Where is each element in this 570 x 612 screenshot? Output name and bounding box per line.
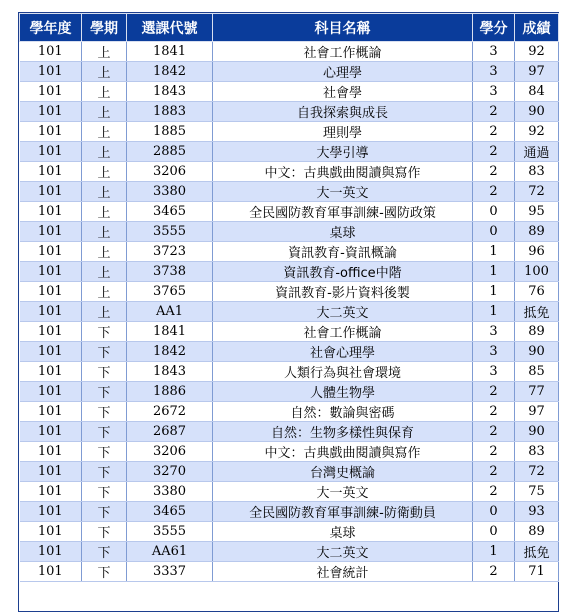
cell-course-name: 全民國防教育軍事訓練-國防政策 bbox=[213, 202, 473, 222]
cell-grade: 89 bbox=[515, 322, 559, 342]
cell-term: 上 bbox=[82, 102, 127, 122]
cell-credit: 2 bbox=[473, 382, 515, 402]
cell-year: 101 bbox=[20, 562, 82, 582]
cell-year: 101 bbox=[20, 442, 82, 462]
cell-course-name: 全民國防教育軍事訓練-防衛動員 bbox=[213, 502, 473, 522]
cell-year: 101 bbox=[20, 402, 82, 422]
cell-term: 上 bbox=[82, 82, 127, 102]
cell-year: 101 bbox=[20, 522, 82, 542]
cell-course-code: 3206 bbox=[127, 442, 213, 462]
cell-term: 下 bbox=[82, 502, 127, 522]
cell-term: 下 bbox=[82, 402, 127, 422]
cell-year: 101 bbox=[20, 62, 82, 82]
table-row bbox=[20, 462, 559, 482]
cell-grade: 83 bbox=[515, 162, 559, 182]
table-header-row bbox=[20, 14, 559, 42]
cell-credit: 2 bbox=[473, 442, 515, 462]
cell-term: 下 bbox=[82, 362, 127, 382]
cell-credit: 1 bbox=[473, 282, 515, 302]
header-term: 學期 bbox=[82, 14, 127, 42]
table-row bbox=[20, 222, 559, 242]
cell-course-name: 大二英文 bbox=[213, 542, 473, 562]
cell-term: 下 bbox=[82, 322, 127, 342]
cell-course-name: 中文：古典戲曲閱讀與寫作 bbox=[213, 162, 473, 182]
header-course-name: 科目名稱 bbox=[213, 14, 473, 42]
cell-grade: 97 bbox=[515, 402, 559, 422]
cell-grade: 抵免 bbox=[515, 302, 559, 322]
cell-year: 101 bbox=[20, 342, 82, 362]
table-row bbox=[20, 242, 559, 262]
cell-grade: 77 bbox=[515, 382, 559, 402]
cell-credit: 1 bbox=[473, 302, 515, 322]
header-year: 學年度 bbox=[20, 14, 82, 42]
cell-year: 101 bbox=[20, 362, 82, 382]
cell-credit: 3 bbox=[473, 342, 515, 362]
cell-term: 上 bbox=[82, 222, 127, 242]
cell-course-code: 3380 bbox=[127, 482, 213, 502]
cell-grade: 92 bbox=[515, 42, 559, 62]
cell-credit: 2 bbox=[473, 402, 515, 422]
cell-term: 上 bbox=[82, 282, 127, 302]
cell-course-code: 1841 bbox=[127, 322, 213, 342]
cell-course-code: 1886 bbox=[127, 382, 213, 402]
cell-term: 上 bbox=[82, 42, 127, 62]
cell-term: 上 bbox=[82, 182, 127, 202]
cell-course-code: 1843 bbox=[127, 362, 213, 382]
cell-credit: 1 bbox=[473, 262, 515, 282]
cell-credit: 1 bbox=[473, 542, 515, 562]
cell-course-code: 3555 bbox=[127, 222, 213, 242]
cell-year: 101 bbox=[20, 42, 82, 62]
cell-grade: 97 bbox=[515, 62, 559, 82]
cell-course-name: 社會工作概論 bbox=[213, 322, 473, 342]
cell-credit: 2 bbox=[473, 462, 515, 482]
table-row bbox=[20, 442, 559, 462]
cell-course-name: 人類行為與社會環境 bbox=[213, 362, 473, 382]
header-course-code: 選課代號 bbox=[127, 14, 213, 42]
cell-course-name: 資訊教育-影片資料後製 bbox=[213, 282, 473, 302]
cell-term: 上 bbox=[82, 162, 127, 182]
table-row bbox=[20, 82, 559, 102]
table-row bbox=[20, 182, 559, 202]
cell-course-name: 資訊教育-資訊概論 bbox=[213, 242, 473, 262]
cell-credit: 3 bbox=[473, 42, 515, 62]
cell-course-code: 3270 bbox=[127, 462, 213, 482]
cell-course-name: 大二英文 bbox=[213, 302, 473, 322]
cell-course-code: 1885 bbox=[127, 122, 213, 142]
grades-panel bbox=[18, 12, 559, 612]
cell-course-name: 桌球 bbox=[213, 222, 473, 242]
cell-credit: 0 bbox=[473, 502, 515, 522]
table-row bbox=[20, 522, 559, 542]
cell-course-name: 社會統計 bbox=[213, 562, 473, 582]
cell-credit: 3 bbox=[473, 82, 515, 102]
cell-term: 下 bbox=[82, 542, 127, 562]
cell-course-name: 大學引導 bbox=[213, 142, 473, 162]
cell-credit: 2 bbox=[473, 182, 515, 202]
cell-course-code: 3337 bbox=[127, 562, 213, 582]
cell-year: 101 bbox=[20, 182, 82, 202]
table-row bbox=[20, 422, 559, 442]
cell-grade: 抵免 bbox=[515, 542, 559, 562]
cell-year: 101 bbox=[20, 322, 82, 342]
cell-credit: 2 bbox=[473, 482, 515, 502]
table-row bbox=[20, 282, 559, 302]
cell-course-code: 2672 bbox=[127, 402, 213, 422]
cell-grade: 90 bbox=[515, 102, 559, 122]
cell-course-name: 台灣史概論 bbox=[213, 462, 473, 482]
cell-course-name: 自然：生物多樣性與保育 bbox=[213, 422, 473, 442]
table-row bbox=[20, 562, 559, 582]
cell-year: 101 bbox=[20, 302, 82, 322]
cell-grade: 90 bbox=[515, 342, 559, 362]
table-row bbox=[20, 482, 559, 502]
table-row bbox=[20, 122, 559, 142]
cell-year: 101 bbox=[20, 202, 82, 222]
table-row bbox=[20, 402, 559, 422]
cell-course-code: AA1 bbox=[127, 302, 213, 322]
cell-course-name: 資訊教育-office中階 bbox=[213, 262, 473, 282]
cell-course-code: 2687 bbox=[127, 422, 213, 442]
cell-grade: 72 bbox=[515, 182, 559, 202]
cell-credit: 3 bbox=[473, 62, 515, 82]
cell-course-code: 1843 bbox=[127, 82, 213, 102]
cell-grade: 83 bbox=[515, 442, 559, 462]
table-row bbox=[20, 142, 559, 162]
cell-course-code: 3723 bbox=[127, 242, 213, 262]
cell-term: 上 bbox=[82, 122, 127, 142]
cell-term: 上 bbox=[82, 262, 127, 282]
table-row bbox=[20, 62, 559, 82]
table-row bbox=[20, 542, 559, 562]
cell-year: 101 bbox=[20, 102, 82, 122]
cell-year: 101 bbox=[20, 122, 82, 142]
cell-course-name: 大一英文 bbox=[213, 482, 473, 502]
cell-grade: 89 bbox=[515, 222, 559, 242]
cell-course-name: 大一英文 bbox=[213, 182, 473, 202]
cell-term: 上 bbox=[82, 202, 127, 222]
cell-course-code: 1842 bbox=[127, 62, 213, 82]
table-row bbox=[20, 202, 559, 222]
table-row bbox=[20, 42, 559, 62]
cell-credit: 0 bbox=[473, 222, 515, 242]
table-row bbox=[20, 382, 559, 402]
cell-year: 101 bbox=[20, 462, 82, 482]
cell-grade: 90 bbox=[515, 422, 559, 442]
header-credit: 學分 bbox=[473, 14, 515, 42]
cell-credit: 2 bbox=[473, 122, 515, 142]
grades-table-body bbox=[20, 42, 559, 582]
cell-credit: 0 bbox=[473, 202, 515, 222]
cell-year: 101 bbox=[20, 542, 82, 562]
cell-course-code: 3465 bbox=[127, 202, 213, 222]
cell-course-code: 3738 bbox=[127, 262, 213, 282]
cell-course-code: AA61 bbox=[127, 542, 213, 562]
cell-term: 下 bbox=[82, 422, 127, 442]
cell-course-name: 社會心理學 bbox=[213, 342, 473, 362]
cell-course-code: 3765 bbox=[127, 282, 213, 302]
cell-term: 上 bbox=[82, 62, 127, 82]
cell-year: 101 bbox=[20, 142, 82, 162]
cell-course-code: 3465 bbox=[127, 502, 213, 522]
cell-course-code: 1883 bbox=[127, 102, 213, 122]
cell-course-name: 桌球 bbox=[213, 522, 473, 542]
cell-credit: 2 bbox=[473, 162, 515, 182]
cell-course-code: 1842 bbox=[127, 342, 213, 362]
cell-year: 101 bbox=[20, 502, 82, 522]
cell-course-name: 中文：古典戲曲閱讀與寫作 bbox=[213, 442, 473, 462]
cell-course-code: 1841 bbox=[127, 42, 213, 62]
cell-credit: 3 bbox=[473, 362, 515, 382]
cell-course-code: 3206 bbox=[127, 162, 213, 182]
cell-credit: 2 bbox=[473, 102, 515, 122]
cell-term: 上 bbox=[82, 302, 127, 322]
grades-table bbox=[19, 13, 559, 582]
cell-credit: 3 bbox=[473, 322, 515, 342]
cell-term: 上 bbox=[82, 142, 127, 162]
cell-grade: 85 bbox=[515, 362, 559, 382]
cell-grade: 92 bbox=[515, 122, 559, 142]
cell-course-name: 人體生物學 bbox=[213, 382, 473, 402]
cell-credit: 0 bbox=[473, 522, 515, 542]
cell-credit: 2 bbox=[473, 142, 515, 162]
header-grade: 成績 bbox=[515, 14, 559, 42]
cell-year: 101 bbox=[20, 162, 82, 182]
cell-grade: 通過 bbox=[515, 142, 559, 162]
cell-year: 101 bbox=[20, 422, 82, 442]
cell-grade: 84 bbox=[515, 82, 559, 102]
table-row bbox=[20, 342, 559, 362]
cell-year: 101 bbox=[20, 282, 82, 302]
cell-term: 下 bbox=[82, 382, 127, 402]
cell-term: 上 bbox=[82, 242, 127, 262]
cell-year: 101 bbox=[20, 482, 82, 502]
cell-credit: 1 bbox=[473, 242, 515, 262]
cell-course-code: 2885 bbox=[127, 142, 213, 162]
cell-grade: 71 bbox=[515, 562, 559, 582]
cell-year: 101 bbox=[20, 242, 82, 262]
cell-year: 101 bbox=[20, 382, 82, 402]
cell-term: 下 bbox=[82, 482, 127, 502]
cell-year: 101 bbox=[20, 222, 82, 242]
cell-course-name: 社會學 bbox=[213, 82, 473, 102]
cell-term: 下 bbox=[82, 462, 127, 482]
cell-term: 下 bbox=[82, 562, 127, 582]
table-row bbox=[20, 262, 559, 282]
cell-course-code: 3380 bbox=[127, 182, 213, 202]
cell-grade: 93 bbox=[515, 502, 559, 522]
table-row bbox=[20, 162, 559, 182]
cell-course-name: 心理學 bbox=[213, 62, 473, 82]
table-row bbox=[20, 502, 559, 522]
cell-year: 101 bbox=[20, 262, 82, 282]
table-row bbox=[20, 102, 559, 122]
cell-year: 101 bbox=[20, 82, 82, 102]
cell-term: 下 bbox=[82, 442, 127, 462]
cell-grade: 95 bbox=[515, 202, 559, 222]
cell-course-name: 自然：數論與密碼 bbox=[213, 402, 473, 422]
cell-grade: 96 bbox=[515, 242, 559, 262]
cell-course-name: 自我探索與成長 bbox=[213, 102, 473, 122]
cell-credit: 2 bbox=[473, 422, 515, 442]
cell-course-name: 社會工作概論 bbox=[213, 42, 473, 62]
cell-course-name: 理則學 bbox=[213, 122, 473, 142]
cell-grade: 100 bbox=[515, 262, 559, 282]
table-row bbox=[20, 362, 559, 382]
cell-grade: 76 bbox=[515, 282, 559, 302]
cell-grade: 72 bbox=[515, 462, 559, 482]
table-row bbox=[20, 322, 559, 342]
cell-grade: 89 bbox=[515, 522, 559, 542]
cell-grade: 75 bbox=[515, 482, 559, 502]
cell-term: 下 bbox=[82, 342, 127, 362]
table-row bbox=[20, 302, 559, 322]
cell-course-code: 3555 bbox=[127, 522, 213, 542]
cell-credit: 2 bbox=[473, 562, 515, 582]
cell-term: 下 bbox=[82, 522, 127, 542]
